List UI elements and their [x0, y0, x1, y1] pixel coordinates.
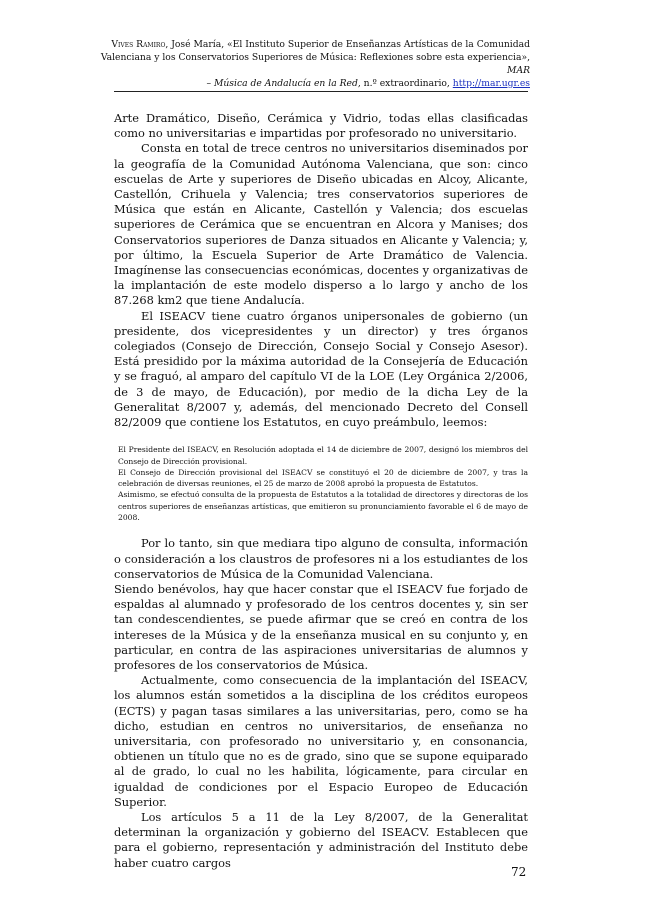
header-after-title: »,: [521, 52, 530, 63]
header-journal-abbr: MAR: [507, 65, 530, 76]
header-divider: [114, 91, 528, 92]
paragraph-3: El ISEACV tiene cuatro órganos unipersonales de gobierno (un presidente, dos vicepresidentes y un director) y tres órganos colegiados (Consejo de Dirección, Consejo Social y Consejo Asesor). Está presidido por la máxima autoridad de la Consejería de Educación y se fraguó, al amparo del capítulo VI de la LOE (Ley Orgánica 2/2006, de 3 de mayo, de Educación), por medio de la dicha Ley de la Generalitat 8/2007 y, además, del mencionado Decreto del Consell 82/2009 que contiene los Estatutos, en cuyo preámbulo, leemos:: [114, 308, 528, 430]
paragraph-4: Por lo tanto, sin que mediara tipo alguno de consulta, información o consideración a los claustros de profesores ni a los estudiantes de los conservatorios de Música de la Comunidad Valenciana.: [114, 536, 528, 581]
header-issue: , n.º extraordinario,: [357, 78, 453, 89]
running-header: [90, 38, 530, 90]
paragraph-2: Consta en total de trece centros no universitarios diseminados por la geografía de la Comunidad Autónoma Valenciana, que son: cinco escuelas de Arte y superiores de Diseño ubicadas en Alcoy, Alicante, Castellón, Crihuela y Valencia; tres conservatorios superiores de Música que están en Alicante, Castellón y Valencia; dos escuelas superiores de Cerámica que se encuentran en Alcora y Manises; dos Conservatorios superiores de Danza situados en Alicante y Valencia; y, por último, la Escuela Superior de Arte Dramático de Valencia. Imagínense las consecuencias económicas, docentes y organizativas de la implantación de este modelo disperso a lo largo y ancho de los 87.268 km2 que tiene Andalucía.: [114, 141, 528, 308]
header-title: El Instituto Superior de Enseñanzas Artísticas de la Comunidad Valenciana y los Conservatorios Superiores de Música: Reflexiones sobre esta experiencia: [100, 39, 530, 63]
paragraph-7: Los artículos 5 a 11 de la Ley 8/2007, de la Generalitat determinan la organización y gobierno del ISEACV. Establecen que para el gobierno, representación y administración del Instituto debe haber cuatro cargos: [114, 810, 528, 870]
header-url-link[interactable]: http://mar.ugr.es: [452, 78, 530, 89]
header-author-rest: , José María, «: [165, 39, 233, 50]
header-journal-dash: –: [206, 78, 214, 89]
page-number: 72: [511, 865, 527, 879]
header-journal-full: Música de Andalucía en la Red: [213, 78, 358, 89]
quote-paragraph-3: Asimismo, se efectuó consulta de la propuesta de Estatutos a la totalidad de directores y directoras de los centros superiores de enseñanzas artísticas, que emitieron su pronunciamiento favorable el 6 de mayo de 2008.: [118, 490, 528, 523]
paragraph-5: Siendo benévolos, hay que hacer constar que el ISEACV fue forjado de espaldas al alumnado y profesorado de los centros docentes y, sin ser tan condescendientes, se puede afirmar que se creó en contra de los intereses de la Música y de la enseñanza musical en su conjunto y, en particular, en contra de las aspiraciones universitarias de alumnos y profesores de los conservatorios de Música.: [114, 581, 528, 672]
quote-paragraph-1: El Presidente del ISEACV, en Resolución adoptada el 14 de diciembre de 2007, designó los miembros del Consejo de Dirección provisional.: [118, 445, 528, 466]
header-author: Vives Ramiro: [111, 39, 166, 50]
paragraph-1: Arte Dramático, Diseño, Cerámica y Vidrio, todas ellas clasificadas como no universitarias e impartidas por profesorado no universitario.: [114, 111, 528, 141]
paragraph-6: Actualmente, como consecuencia de la implantación del ISEACV, los alumnos están sometidos a la disciplina de los créditos europeos (ECTS) y pagan tasas similares a las universitarias, pero, como se ha dicho, estudian en centros no universitarios, de enseñanza no universitaria, con profesorado no universitario y, en consonancia, obtienen un título que no es de grado, sino que se supone equiparado al de grado, lo cual no les habilita, lógicamente, para circular en igualdad de condiciones por el Espacio Europeo de Educación Superior.: [114, 673, 528, 809]
body-text: [114, 111, 528, 871]
quote-paragraph-2: El Consejo de Dirección provisional del ISEACV se constituyó el 20 de diciembre de 2007, y tras la celebración de diversas reuniones, el 25 de marzo de 2008 aprobó la propuesta de Estatutos.: [118, 467, 528, 489]
block-quote: [118, 444, 528, 523]
